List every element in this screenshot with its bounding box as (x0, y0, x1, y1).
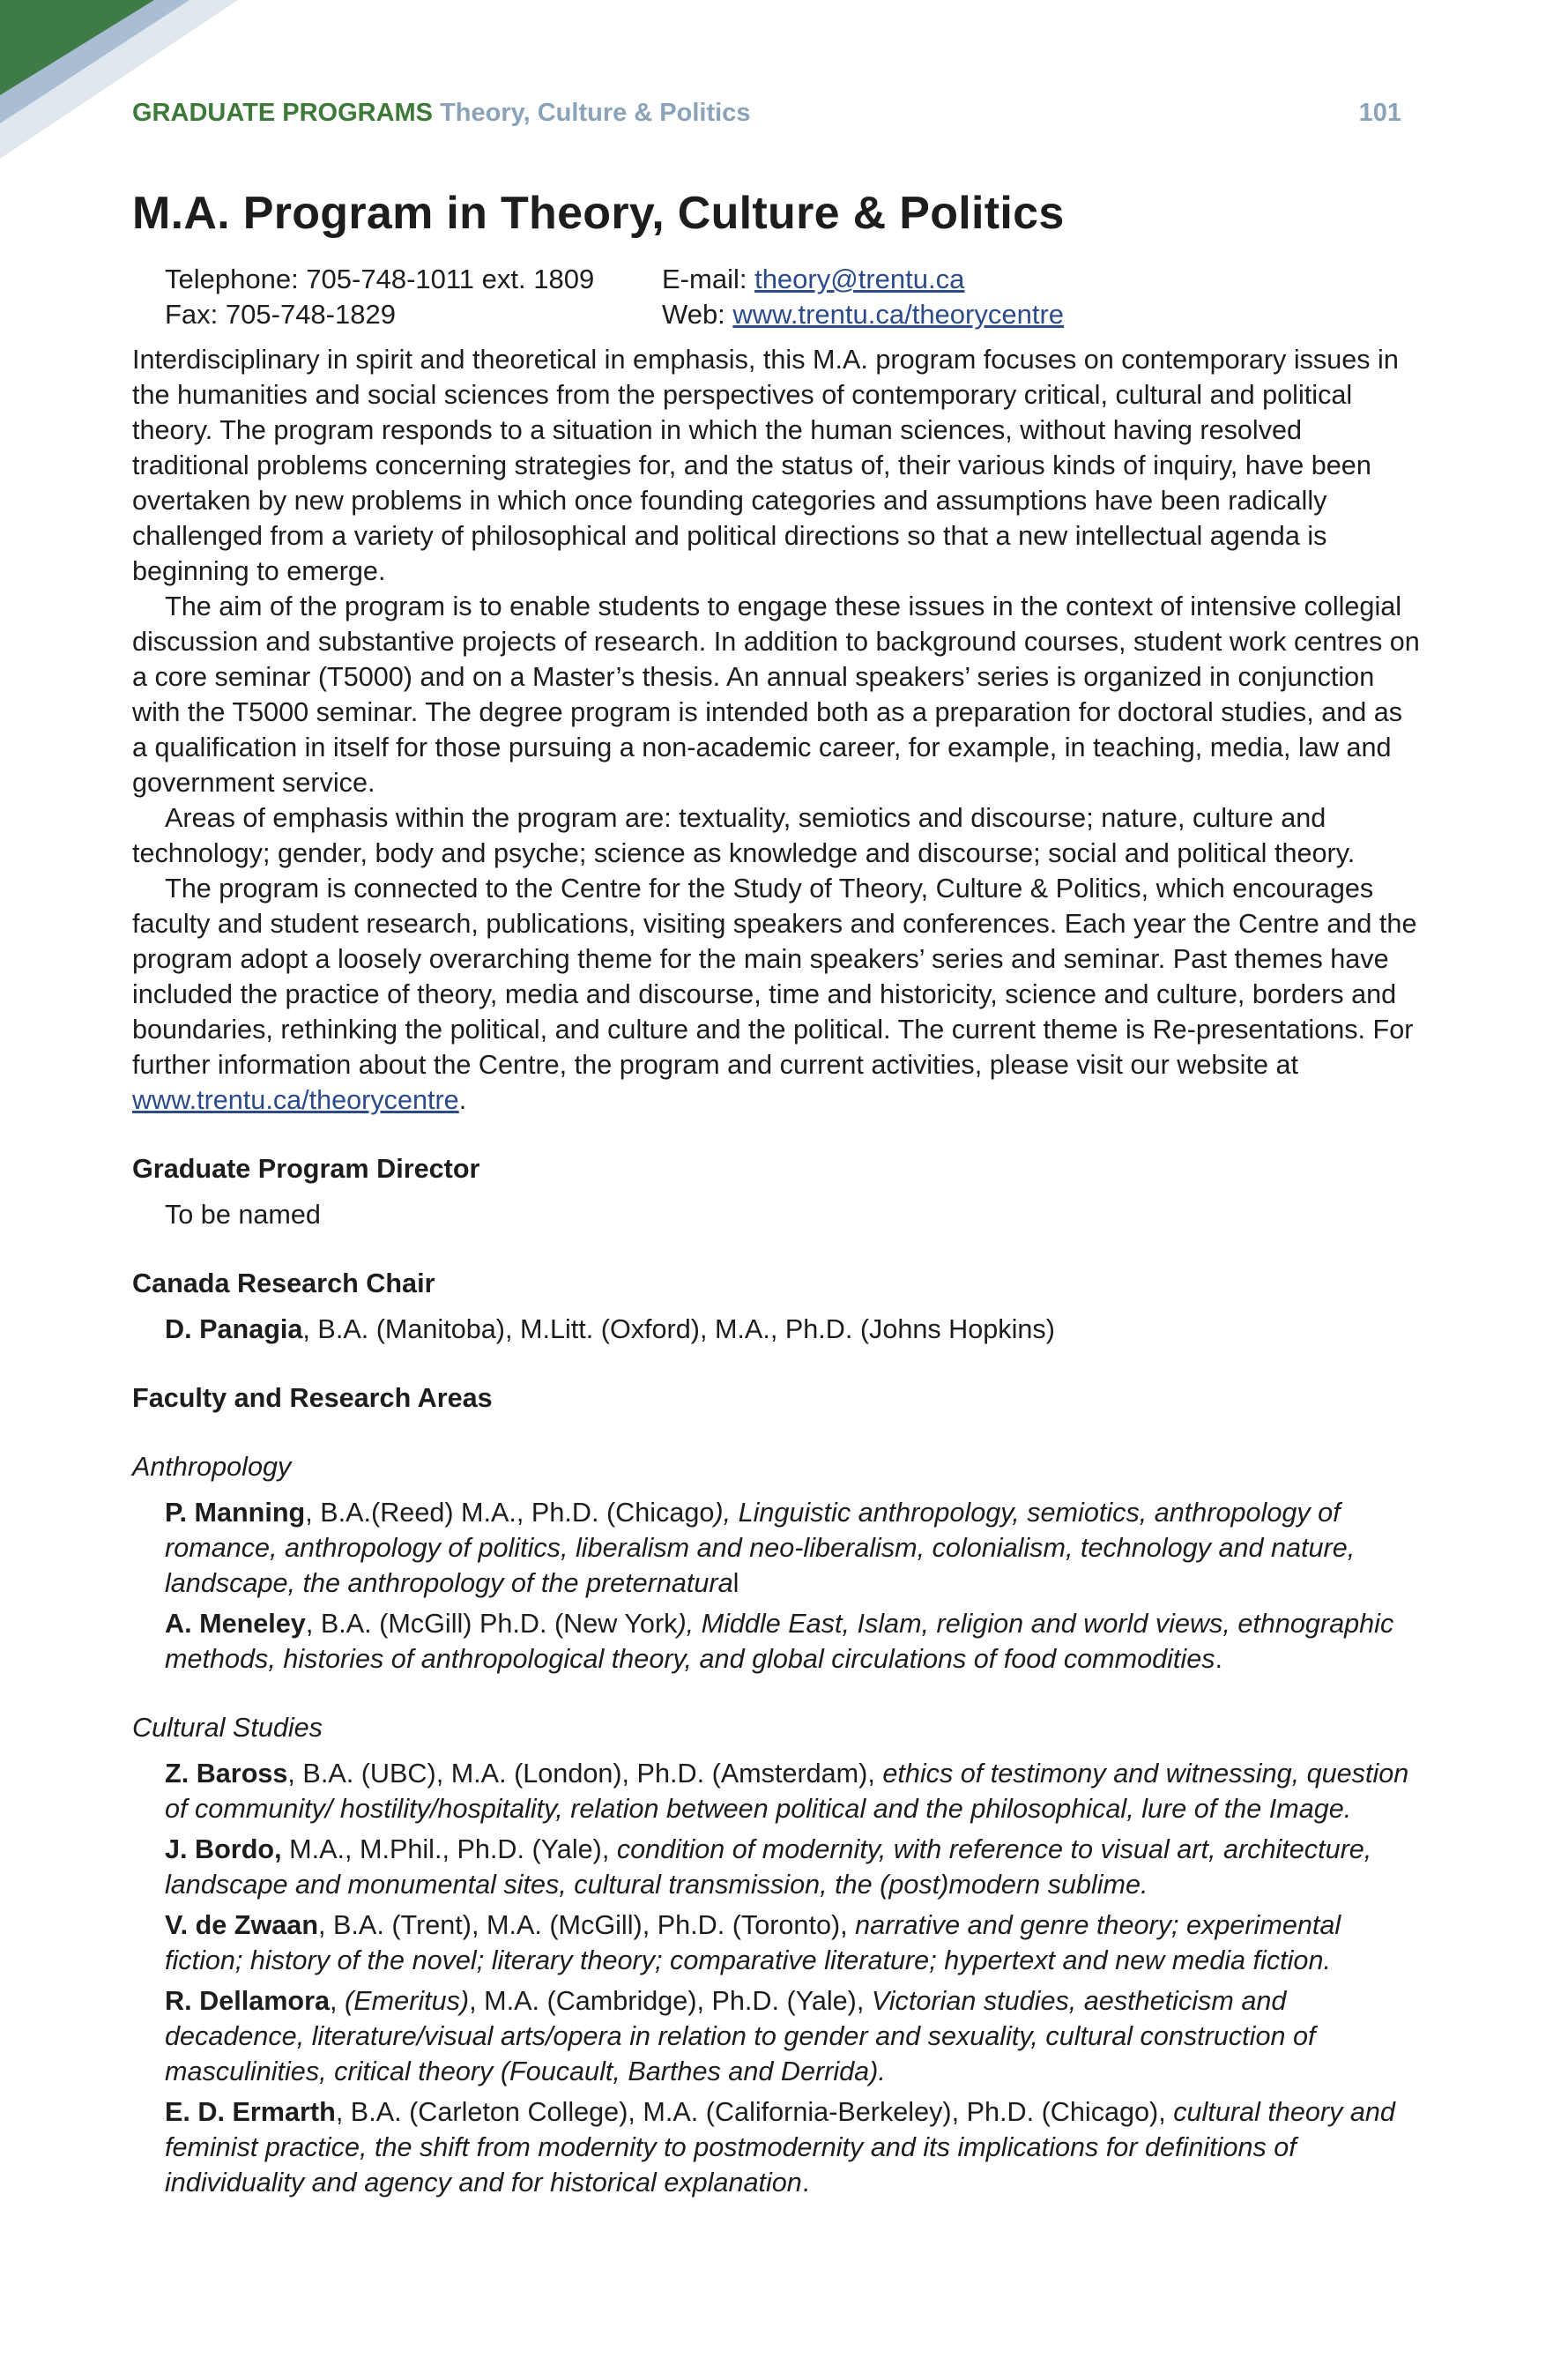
email-line (662, 262, 1064, 297)
faculty-name: V. de Zwaan (165, 1910, 319, 1940)
main-content (132, 342, 1421, 2200)
faculty-research-areas: condition of modernity, with reference to visual art, architecture, landscape and monumental sites, cultural transmission, the (post)modern sublime. (165, 1834, 1372, 1900)
faculty-credentials: , B.A. (UBC), M.A. (London), Ph.D. (Amsterdam), (287, 1759, 883, 1789)
faculty-entry (132, 1756, 1421, 1826)
faculty-credentials: , B.A. (Trent), M.A. (McGill), Ph.D. (Toronto), (318, 1910, 856, 1940)
chair-entry (132, 1312, 1421, 1347)
intro-paragraph-2: The aim of the program is to enable students to engage these issues in the context of intensive collegial discussion and substantive projects of research. In addition to background courses, student work centres on a core seminar (T5000) and on a Master’s thesis. An annual speakers’ series is organized in conjunction with the T5000 seminar. The degree program is intended both as a preparation for doctoral studies, and as a qualification in itself for those pursuing a non-academic career, for example, in teaching, media, law and government service. (132, 591, 1420, 798)
page-title: M.A. Program in Theory, Culture & Politics (132, 188, 1065, 239)
director-name: To be named (165, 1200, 321, 1230)
header-subsection: Theory, Culture & Politics (440, 99, 751, 127)
faculty-name: R. Dellamora (165, 1986, 331, 2016)
faculty-name: E. D. Ermarth (165, 2097, 336, 2127)
faculty-research-areas: Victorian studies, aestheticism and decadence, literature/visual arts/opera in relation to gender and sexuality, cultural construction of masculinities, critical theory (Foucault, Barthes and Derrida). (165, 1986, 1316, 2086)
contact-phone-fax (165, 262, 594, 332)
running-header (132, 99, 1401, 134)
faculty-entry (132, 1606, 1421, 1677)
faculty-credentials: , B.A.(Reed) M.A., Ph.D. (Chicago (305, 1498, 715, 1528)
faculty-entry-end: . (1215, 1644, 1223, 1674)
theorycentre-link[interactable]: www.trentu.ca/theorycentre (132, 1085, 459, 1115)
faculty-entry-end: . (801, 2168, 810, 2198)
faculty-entry (132, 1495, 1421, 1601)
chair-heading: Canada Research Chair (132, 1268, 435, 1298)
faculty-name: Z. Baross (165, 1759, 288, 1789)
intro-paragraph-4-end: . (458, 1085, 467, 1115)
faculty-entry (132, 2094, 1421, 2200)
intro-paragraph-4 (132, 871, 1421, 1118)
category-anthropology: Anthropology (132, 1452, 292, 1482)
contact-email-web (662, 262, 1064, 332)
faculty-entry (132, 1908, 1421, 1978)
telephone: Telephone: 705-748-1011 ext. 1809 (165, 264, 595, 294)
faculty-heading: Faculty and Research Areas (132, 1383, 493, 1413)
email-label: E-mail: (662, 264, 755, 294)
web-label: Web: (662, 299, 733, 330)
faculty-credentials: , B.A. (Carleton College), M.A. (California-Berkeley), Ph.D. (Chicago), (335, 2097, 1174, 2127)
web-line (662, 297, 1064, 332)
faculty-credentials: , M.A. (Cambridge), Ph.D. (Yale), (469, 1986, 872, 2016)
faculty-entry (132, 1832, 1421, 1902)
chair-credentials: , B.A. (Manitoba), M.Litt. (Oxford), M.A., Ph.D. (Johns Hopkins) (302, 1314, 1055, 1344)
faculty-research-areas: ), Linguistic anthropology, semiotics, anthropology of romance, anthropology of politics, liberalism and neo-liberalism, colonialism, technology and nature, landscape, the anthropology of the preternatura (165, 1498, 1356, 1598)
web-link[interactable]: www.trentu.ca/theorycentre (732, 299, 1065, 330)
intro-paragraph-3: Areas of emphasis within the program are: textuality, semiotics and discourse; nature, culture and technology; gender, body and psyche; science as knowledge and discourse; social and political theory. (132, 803, 1356, 868)
faculty-research-areas: cultural theory and feminist practice, the shift from modernity to postmodernity and its implications for definitions of individuality and agency and for historical explanation (165, 2097, 1395, 2198)
chair-name: D. Panagia (165, 1314, 303, 1344)
faculty-research-areas: ), Middle East, Islam, religion and world views, ethnographic methods, histories of anthropological theory, and global circulations of food commodities (165, 1609, 1394, 1674)
fax: Fax: 705-748-1829 (165, 299, 396, 330)
director-heading: Graduate Program Director (132, 1154, 480, 1184)
intro-paragraph-1: Interdisciplinary in spirit and theoretical in emphasis, this M.A. program focuses on contemporary issues in the humanities and social sciences from the perspectives of contemporary critical, cultural and political theory. The program responds to a situation in which the human sciences, without having resolved traditional problems concerning strategies for, and the status of, their various kinds of inquiry, have been overtaken by new problems in which once founding categories and assumptions have been radically challenged from a variety of philosophical and political directions so that a new intellectual agenda is beginning to emerge. (132, 345, 1399, 586)
email-link[interactable]: theory@trentu.ca (754, 264, 965, 294)
header-section: GRADUATE PROGRAMS (132, 99, 434, 127)
faculty-credentials: M.A., M.Phil., Ph.D. (Yale), (281, 1834, 617, 1864)
faculty-research-areas: ethics of testimony and witnessing, question of community/ hostility/hospitality, relation between political and the philosophical, lure of the Image. (165, 1759, 1409, 1824)
faculty-entry-end: l (732, 1568, 739, 1598)
corner-decoration (0, 0, 238, 159)
faculty-credentials-prefix: , (330, 1986, 346, 2016)
emeritus-label: (Emeritus) (345, 1986, 470, 2016)
page-number: 101 (1358, 99, 1401, 127)
faculty-name: A. Meneley (165, 1609, 306, 1639)
intro-paragraph-4-text: The program is connected to the Centre for the Study of Theory, Culture & Politics, which encourages faculty and student research, publications, visiting speakers and conferences. Each year the Centre and the program adopt a loosely overarching theme for the main speakers’ series and seminar. Past themes have included the practice of theory, media and discourse, time and historicity, science and culture, borders and boundaries, rethinking the political, and culture and the political. The current theme is Re-presentations. For further information about the Centre, the program and current activities, please visit our website at (132, 874, 1417, 1080)
category-cultural-studies: Cultural Studies (132, 1713, 323, 1743)
faculty-credentials: , B.A. (McGill) Ph.D. (New York (305, 1609, 678, 1639)
faculty-name: P. Manning (165, 1498, 306, 1528)
faculty-entry (132, 1983, 1421, 2089)
faculty-research-areas: narrative and genre theory; experimental fiction; history of the novel; literary theory; comparative literature; hypertext and new media fiction. (165, 1910, 1341, 1975)
faculty-name: J. Bordo, (165, 1834, 282, 1864)
